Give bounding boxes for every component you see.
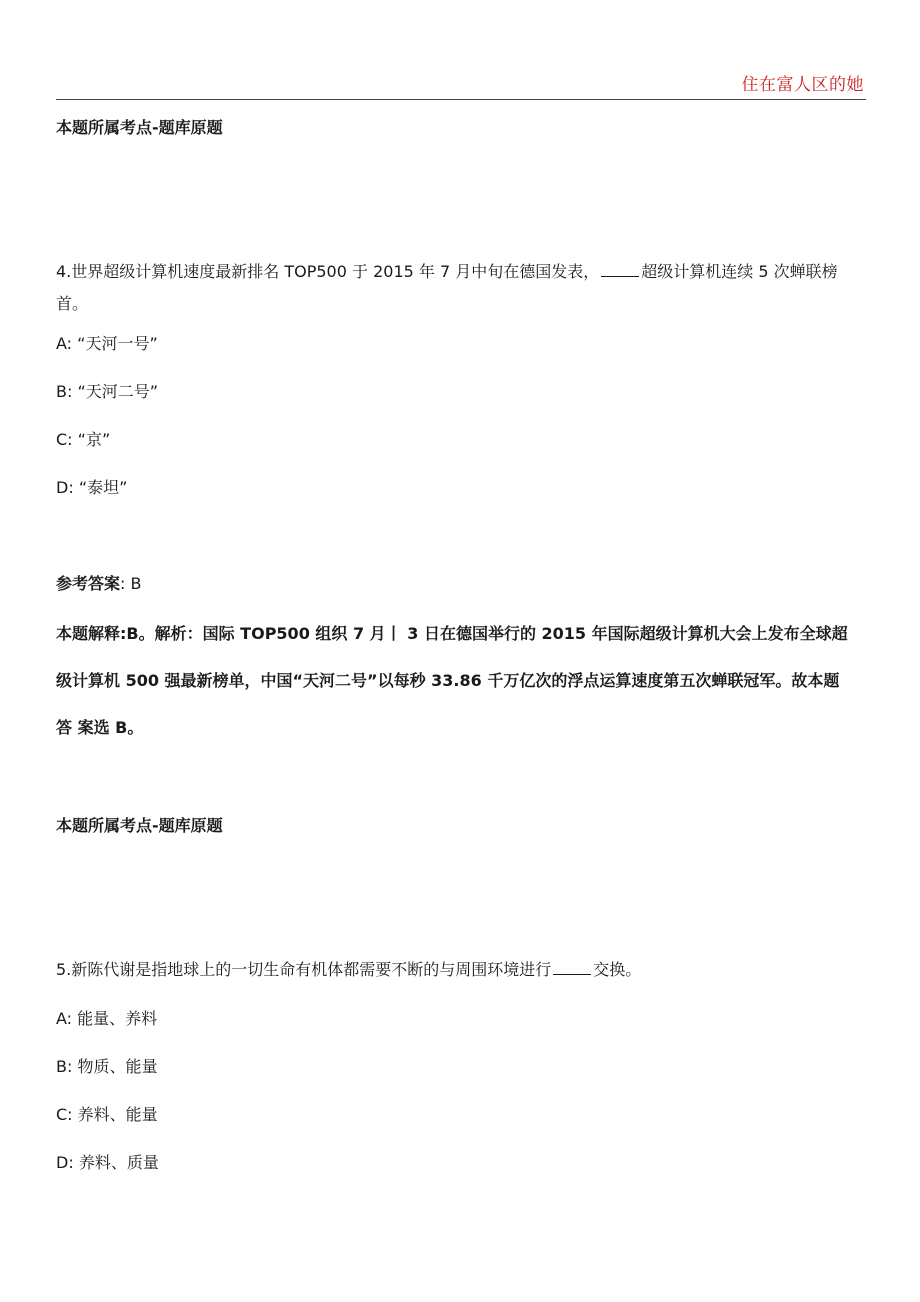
q4-stem [56,256,856,320]
q4-option-b [56,382,856,402]
explanation-label: 本题解释 [56,624,121,643]
option-text: 养料、质量 [78,1153,159,1172]
header-divider [56,99,866,100]
option-text: “天河一号” [77,334,158,353]
option-text: 养料、能量 [77,1105,158,1124]
q5-stem-part2: 交换。 [593,960,642,979]
option-text: “天河二号” [77,382,159,401]
option-text: “泰坦” [78,478,128,497]
explanation-text: :B。解析：国际 TOP500 组织 7 月丨 3 日在德国举行的 2015 年国际超级计算机大会上发布全球超 级计算机 500 强最新榜单，中国“天河二号”以每秒 33.86 千万亿次的浮点运算速度第五次蝉联冠军。故本题答 案选 B。 [56,624,848,737]
q4-explanation [56,610,854,751]
q5-option-c [56,1105,856,1125]
option-letter: A: [56,334,73,353]
q4-stem-part1: 4.世界超级计算机速度最新排名 TOP500 于 2015 年 7 月中旬在德国发表， [56,262,600,281]
option-letter: D: [56,1153,74,1172]
option-text: 物质、能量 [77,1057,158,1076]
option-letter: A: [56,1009,73,1028]
q4-blank [601,262,639,277]
answer-label: 参考答案 [56,574,121,593]
q4-option-d [56,478,856,498]
q4-option-c [56,430,856,450]
option-letter: C: [56,430,73,449]
option-letter: B: [56,1057,73,1076]
answer-value: : B [120,574,142,593]
option-letter: C: [56,1105,73,1124]
q4-answer [56,574,856,594]
option-text: 能量、养料 [77,1009,158,1028]
q5-option-a [56,1009,856,1029]
q4-option-a [56,334,856,354]
q3-source-label: 本题所属考点-题库原题 [56,118,223,137]
q5-stem-part1: 5.新陈代谢是指地球上的一切生命有机体都需要不断的与周围环境进行 [56,960,552,979]
q5-option-d [56,1153,856,1173]
option-letter: D: [56,478,74,497]
q4-stem-part2: 超级计算机连续 5 次蝉联榜首。 [56,262,838,313]
option-text: “京” [77,430,111,449]
q5-stem [56,960,856,980]
option-letter: B: [56,382,73,401]
q5-blank [553,960,591,975]
q4-source-label: 本题所属考点-题库原题 [56,816,223,835]
q5-option-b [56,1057,856,1077]
header-brand: 住在富人区的她 [741,75,864,95]
